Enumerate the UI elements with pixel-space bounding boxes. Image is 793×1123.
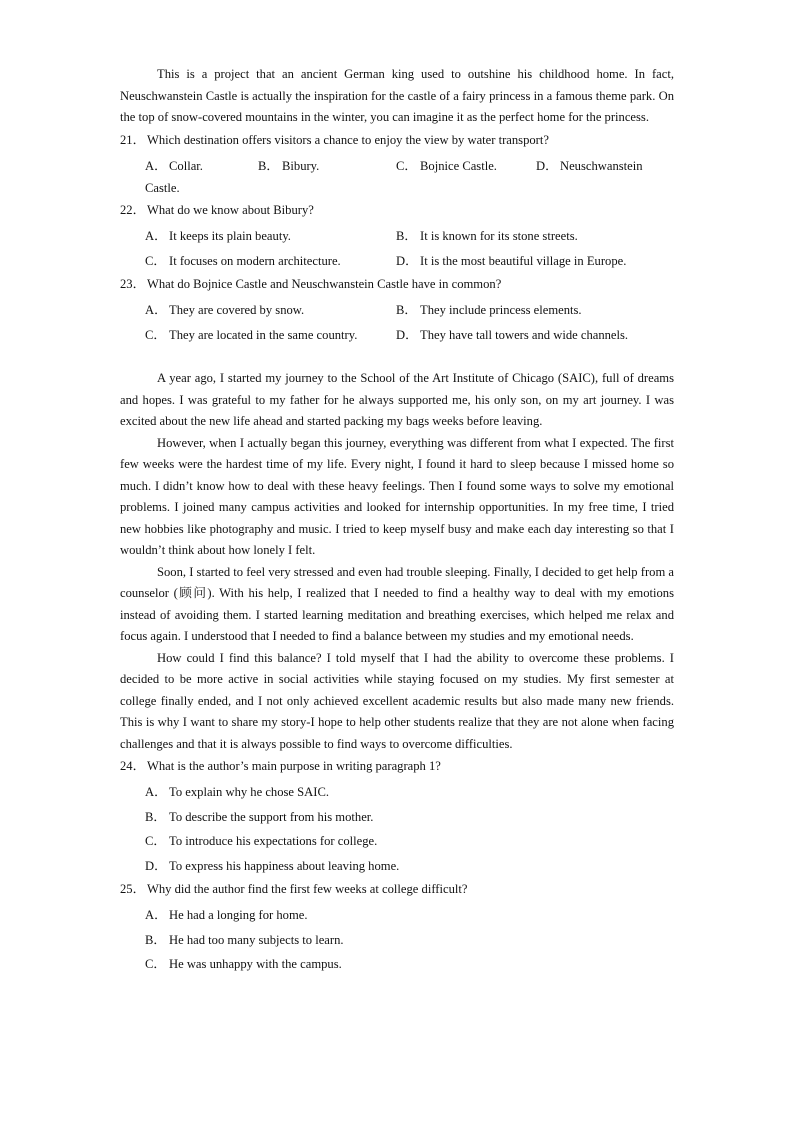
question-number: 24． xyxy=(120,759,146,773)
question-23 xyxy=(120,274,674,347)
question-21 xyxy=(120,130,674,200)
option-text: Bibury. xyxy=(282,158,320,173)
option-text: It focuses on modern architecture. xyxy=(169,253,341,268)
option-letter: B． xyxy=(396,303,417,317)
question-22 xyxy=(120,200,674,273)
option-a[interactable] xyxy=(145,903,674,928)
exam-page xyxy=(120,64,674,977)
option-letter: B． xyxy=(145,809,166,824)
question-number: 21． xyxy=(120,132,146,147)
option-text: To explain why he chose SAIC. xyxy=(169,785,330,799)
question-24 xyxy=(120,756,674,878)
option-text: It is the most beautiful village in Europe. xyxy=(420,253,627,268)
option-letter: C． xyxy=(145,253,166,268)
option-text: He had too many subjects to learn. xyxy=(169,932,344,947)
question-number: 22． xyxy=(120,203,146,217)
option-text: He had a longing for home. xyxy=(169,908,308,922)
question-25 xyxy=(120,879,674,977)
option-c[interactable] xyxy=(145,829,674,854)
option-text: Bojnice Castle. xyxy=(420,158,497,173)
option-letter: C． xyxy=(396,158,417,173)
option-text: Neuschwanstein xyxy=(560,158,643,173)
option-c[interactable] xyxy=(145,323,396,348)
option-b[interactable] xyxy=(145,805,674,830)
option-text: They include princess elements. xyxy=(420,303,582,317)
option-b[interactable] xyxy=(258,154,396,179)
option-text: They are located in the same country. xyxy=(169,327,358,342)
option-text: Collar. xyxy=(169,158,203,173)
question-stem: Why did the author find the first few weeks at college difficult? xyxy=(147,882,468,896)
option-letter: D． xyxy=(536,158,558,173)
passage-1-paragraph: This is a project that an ancient German king used to outshine his childhood home. In fact, Neuschwanstein Castle is actually the inspiration for the castle of a fairy princess in a famous theme park. On the top of snow-covered mountains in the winter, you can imagine it as the perfect home for the princess. xyxy=(120,67,674,124)
option-letter: A． xyxy=(145,908,167,922)
option-letter: A． xyxy=(145,785,167,799)
option-d[interactable] xyxy=(396,249,626,274)
option-letter: A． xyxy=(145,158,167,173)
option-c[interactable] xyxy=(145,249,396,274)
options xyxy=(145,903,674,977)
option-c[interactable] xyxy=(396,154,536,179)
option-letter: C． xyxy=(145,957,166,971)
option-a[interactable] xyxy=(145,154,258,179)
passage-2-paragraph-3: Soon, I started to feel very stressed and even had trouble sleeping. Finally, I decided to get help from a counselor (顾问). With his help, I realized that I needed to find a healthy way to deal with my emotions instead of avoiding them. I started learning meditation and breathing exercises, which helped me relax and focus again. I understood that I needed to find a balance between my studies and my emotional needs. xyxy=(120,564,674,643)
option-b[interactable] xyxy=(396,298,582,323)
option-text: He was unhappy with the campus. xyxy=(169,957,342,971)
question-number: 25． xyxy=(120,882,146,896)
option-d[interactable] xyxy=(536,154,643,179)
passage-2-paragraph-4: How could I find this balance? I told myself that I had the ability to overcome these problems. I decided to be more active in social activities while staying focused on my studies. My first semester at college finally ended, and I not only achieved excellent academic results but also made many new friends. This is why I want to share my story-I hope to help other students realize that they are not alone when facing challenges and that it is always possible to find ways to overcome difficulties. xyxy=(120,650,674,751)
option-text: To describe the support from his mother. xyxy=(169,809,374,824)
passage-2-paragraph-1: A year ago, I started my journey to the School of the Art Institute of Chicago (SAIC), full of dreams and hopes. I was grateful to my father for he always supported me, his only son, on my art journey. I was excited about the new life ahead and started packing my bags weeks before leaving. xyxy=(120,371,674,428)
option-letter: A． xyxy=(145,229,167,243)
option-d-wrap: Castle. xyxy=(145,181,180,195)
passage-2-paragraph-2: However, when I actually began this journey, everything was different from what I expected. The first few weeks were the hardest time of my life. Every night, I found it hard to sleep because I missed home so much. I didn’t know how to deal with these heavy feelings. Then I found some ways to solve my emotional problems. I joined many campus activities and looked for internship opportunities. In my free time, I tried new hobbies like photography and music. I tried to keep myself busy and make each day interesting so that I wouldn’t think about how lonely I felt. xyxy=(120,435,674,557)
question-stem: What is the author’s main purpose in writing paragraph 1? xyxy=(147,759,441,773)
option-c[interactable] xyxy=(145,952,674,977)
options xyxy=(145,780,674,878)
option-text: To express his happiness about leaving home. xyxy=(169,858,400,873)
option-a[interactable] xyxy=(145,298,396,323)
option-text: It keeps its plain beauty. xyxy=(169,229,291,243)
options xyxy=(145,154,674,200)
option-text: They have tall towers and wide channels. xyxy=(420,327,629,342)
question-stem: Which destination offers visitors a chance to enjoy the view by water transport? xyxy=(147,132,549,147)
option-text: They are covered by snow. xyxy=(169,303,305,317)
option-letter: B． xyxy=(145,932,166,947)
question-stem: What do Bojnice Castle and Neuschwanstein Castle have in common? xyxy=(147,277,502,291)
option-letter: C． xyxy=(145,834,166,848)
passage-2 xyxy=(120,368,674,755)
option-letter: B． xyxy=(396,229,417,243)
option-d[interactable] xyxy=(145,854,674,879)
section-spacer xyxy=(120,347,674,368)
options xyxy=(145,224,674,273)
options xyxy=(145,298,674,347)
option-d[interactable] xyxy=(396,323,628,348)
option-letter: C． xyxy=(145,327,166,342)
option-b[interactable] xyxy=(396,224,578,249)
option-letter: D． xyxy=(396,253,418,268)
option-a[interactable] xyxy=(145,224,396,249)
option-letter: D． xyxy=(145,858,167,873)
question-number: 23． xyxy=(120,277,146,291)
question-stem: What do we know about Bibury? xyxy=(147,203,314,217)
option-text: It is known for its stone streets. xyxy=(420,229,578,243)
option-letter: B． xyxy=(258,158,279,173)
option-letter: A． xyxy=(145,303,167,317)
option-a[interactable] xyxy=(145,780,674,805)
option-letter: D． xyxy=(396,327,418,342)
option-text: To introduce his expectations for college. xyxy=(169,834,378,848)
option-b[interactable] xyxy=(145,928,674,953)
